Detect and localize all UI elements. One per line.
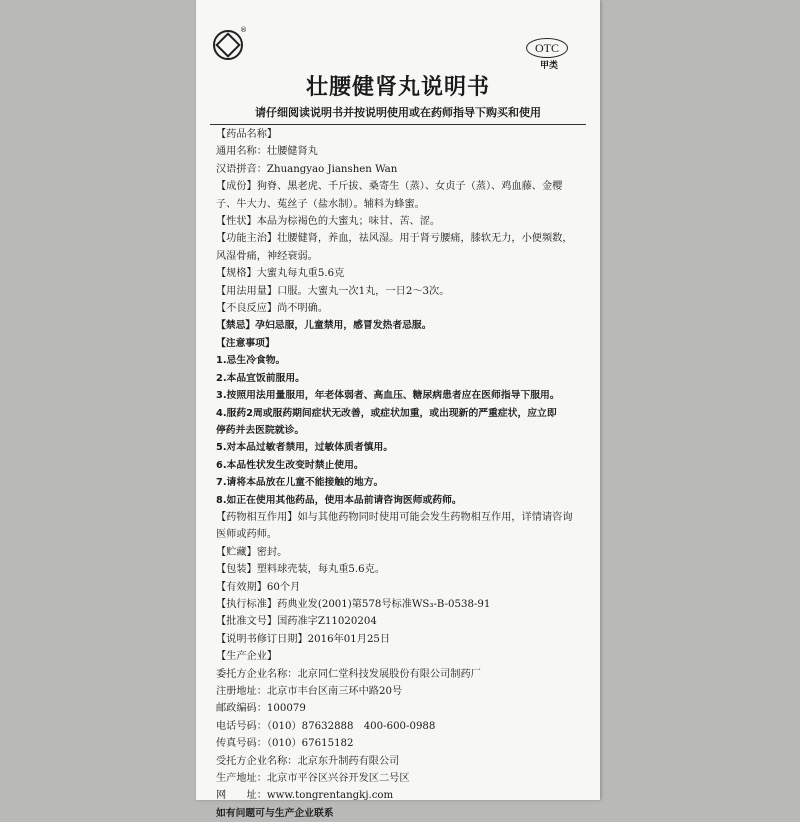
leaflet-line: 子、牛大力、菟丝子（盐水制）。辅料为蜂蜜。 [216,198,425,210]
leaflet-line: 7.请将本品放在儿童不能接触的地方。 [216,477,384,489]
leaflet-line: 【说明书修订日期】2016年01月25日 [216,633,391,645]
leaflet-line: 风湿骨痛，神经衰弱。 [216,250,318,262]
divider [210,124,586,125]
leaflet-line: 【贮藏】密封。 [216,546,288,558]
page-title: 壮腰健肾丸说明书 [305,75,490,100]
leaflet-line: 1.忌生冷食物。 [216,355,286,367]
leaflet-line: 2.本品宜饭前服用。 [216,372,305,384]
registered-mark: ® [240,26,247,34]
otc-badge: OTC [526,38,568,58]
leaflet-line: 汉语拼音：Zhuangyao Jianshen Wan [216,163,398,175]
leaflet-line: 邮政编码：100079 [216,703,306,715]
leaflet-body [216,126,580,822]
leaflet-line: 5.对本品过敏者禁用，过敏体质者慎用。 [216,442,394,454]
leaflet-line: 【药品名称】 [216,129,278,140]
leaflet-line: 通用名称：壮腰健肾丸 [216,146,318,158]
leaflet-line: 【药物相互作用】如与其他药物同时使用可能会发生药物相互作用，详情请咨询 [216,511,573,523]
leaflet-line: 【注意事项】 [216,337,275,349]
leaflet-line: 【批准文号】国药准字Z11020204 [216,616,377,628]
leaflet-line: 【禁忌】孕妇忌服，儿童禁用，感冒发热者忌服。 [216,320,432,332]
leaflet-line: 【有效期】60个月 [216,581,301,593]
leaflet-line: 【生产企业】 [216,651,278,663]
leaflet-line: 【执行标准】药典业发(2001)第578号标准WS₃-B-0538-91 [216,598,491,610]
leaflet-line: 受托方企业名称：北京东升制药有限公司 [216,755,400,767]
leaflet-line: 网 址：www.tongrentangkj.com [216,790,394,802]
leaflet-line: 生产地址：北京市平谷区兴谷开发区二号区 [216,773,410,785]
otc-class-label: 甲类 [539,61,558,71]
leaflet-line: 【成份】狗脊、黑老虎、千斤拔、桑寄生（蒸）、女贞子（蒸）、鸡血藤、金樱 [216,181,563,193]
leaflet-line: 【包装】塑料球壳装，每丸重5.6克。 [216,564,386,576]
leaflet-line: 8.如正在使用其他药品，使用本品前请咨询医师或药师。 [216,494,462,506]
leaflet-line: 注册地址：北京市丰台区南三环中路20号 [216,686,403,697]
leaflet-line: 如有问题可与生产企业联系 [216,807,334,819]
leaflet-line: 委托方企业名称：北京同仁堂科技发展股份有限公司制药厂 [216,668,481,680]
leaflet-line: 4.服药2周或服药期间症状无改善，或症状加重，或出现新的严重症状，应立即 [216,407,557,419]
tongrentang-logo-icon [213,30,243,60]
leaflet-line: 停药并去医院就诊。 [216,424,305,436]
page-subtitle: 请仔细阅读说明书并按说明使用或在药师指导下购买和使用 [255,106,541,119]
leaflet-line: 医师或药师。 [216,529,278,541]
leaflet-line: 【性状】本品为棕褐色的大蜜丸；味甘、苦、涩。 [216,216,441,228]
leaflet-line: 【功能主治】壮腰健肾，养血，祛风湿。用于肾亏腰痛，膝软无力，小便频数， [216,233,573,245]
leaflet-line: 传真号码：（010）67615182 [216,738,354,750]
leaflet-line: 3.按照用法用量服用，年老体弱者、高血压、糖尿病患者应在医师指导下服用。 [216,390,560,402]
leaflet-sheet [196,0,600,819]
leaflet-line: 【规格】大蜜丸每丸重5.6克 [216,268,345,280]
leaflet-line: 【用法用量】口服。大蜜丸一次1丸，一日2～3次。 [216,285,450,297]
leaflet-line: 电话号码：（010）87632888 400-600-0988 [216,720,436,732]
leaflet-line: 【不良反应】尚不明确。 [216,303,329,315]
leaflet-line: 6.本品性状发生改变时禁止使用。 [216,459,364,471]
